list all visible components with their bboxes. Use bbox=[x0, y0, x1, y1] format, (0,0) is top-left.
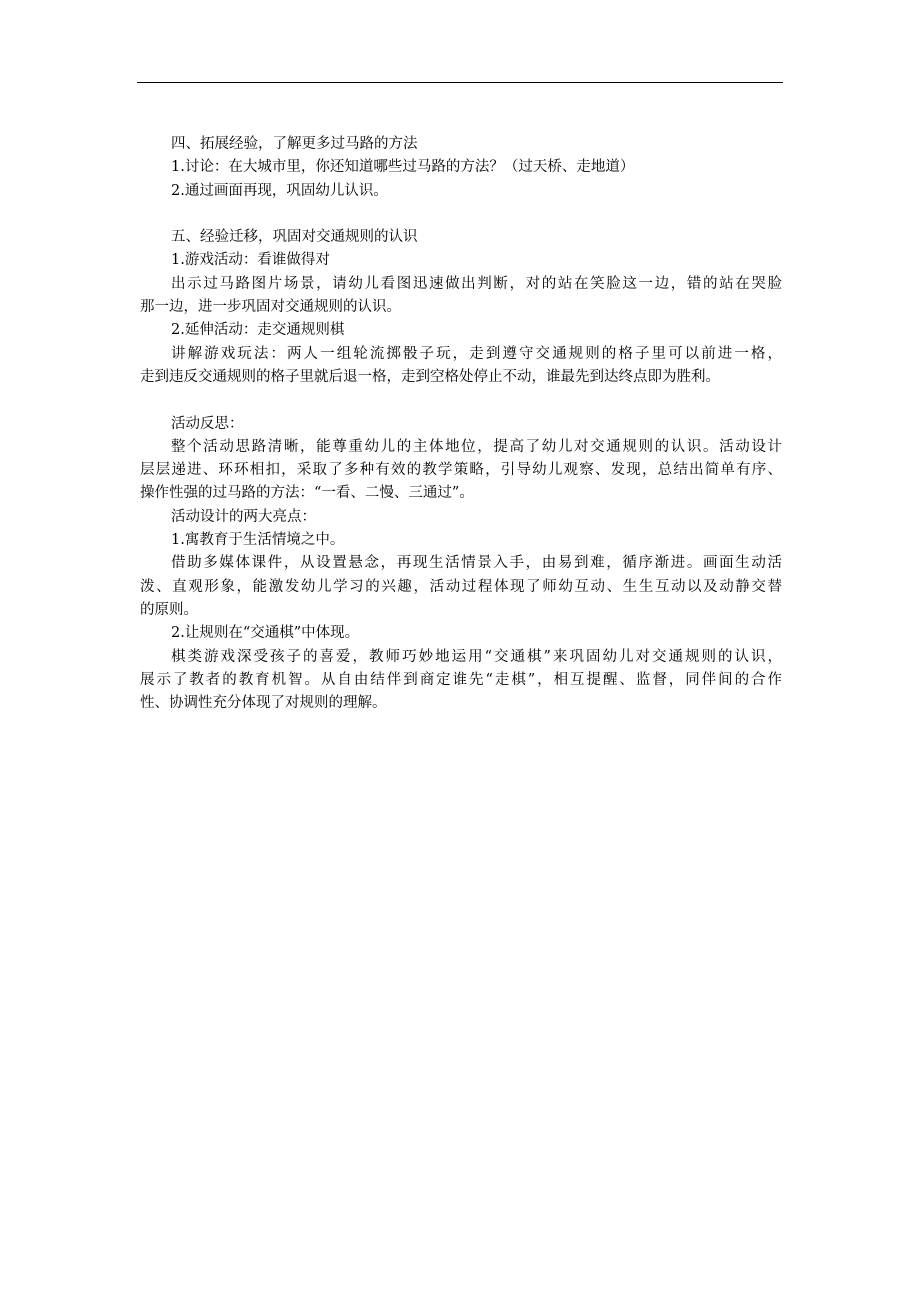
list-item: 2.通过画面再现，巩固幼儿认识。 bbox=[171, 182, 388, 199]
list-item: 2.延伸活动：走交通规则棋 bbox=[171, 322, 345, 339]
paragraph-line: 的原则。 bbox=[140, 601, 198, 618]
paragraph-line: 操作性强的过马路的方法：“一看、二慢、三通过”。 bbox=[140, 485, 474, 502]
paragraph-line: 层层递进、环环相扣，采取了多种有效的教学策略，引导幼儿观察、发现，总结出简单有序、 bbox=[140, 462, 782, 479]
list-item: 1.游戏活动：看谁做得对 bbox=[171, 252, 330, 269]
paragraph-line: 展示了教者的教育机智。从自由结伴到商定谁先“走棋”，相互提醒、监督，同伴间的合作 bbox=[140, 671, 782, 688]
list-item: 1.讨论：在大城市里，你还知道哪些过马路的方法？（过天桥、走地道） bbox=[171, 159, 635, 176]
paragraph-line: 棋类游戏深受孩子的喜爱，教师巧妙地运用“交通棋”来巩固幼儿对交通规则的认识， bbox=[171, 648, 782, 665]
paragraph-line: 那一边，进一步巩固对交通规则的认识。 bbox=[140, 299, 401, 316]
paragraph-line: 走到违反交通规则的格子里就后退一格，走到空格处停止不动，谁最先到达终点即为胜利。 bbox=[140, 368, 720, 385]
subsection-heading: 活动设计的两大亮点： bbox=[171, 508, 316, 525]
header-rule bbox=[137, 82, 783, 83]
list-item: 2.让规则在“交通棋”中体现。 bbox=[171, 625, 360, 642]
section-heading: 四、拓展经验，了解更多过马路的方法 bbox=[171, 136, 418, 152]
paragraph-line: 性、协调性充分体现了对规则的理解。 bbox=[140, 695, 387, 712]
paragraph-line: 泼、直观形象，能激发幼儿学习的兴趣，活动过程体现了师幼互动、生生互动以及动静交替 bbox=[140, 578, 782, 595]
list-item: 1.寓教育于生活情境之中。 bbox=[171, 532, 345, 549]
document-body bbox=[140, 133, 782, 715]
paragraph-line: 讲解游戏玩法：两人一组轮流掷骰子玩，走到遵守交通规则的格子里可以前进一格， bbox=[171, 345, 782, 362]
paragraph-line: 出示过马路图片场景，请幼儿看图迅速做出判断，对的站在笑脸这一边，错的站在哭脸 bbox=[171, 275, 782, 292]
spacer bbox=[140, 203, 782, 226]
spacer bbox=[140, 389, 782, 412]
section-heading: 活动反思： bbox=[171, 415, 244, 432]
paragraph-line: 整个活动思路清晰，能尊重幼儿的主体地位，提高了幼儿对交通规则的认识。活动设计 bbox=[171, 438, 782, 455]
section-heading: 五、经验迁移，巩固对交通规则的认识 bbox=[171, 229, 418, 246]
paragraph-line: 借助多媒体课件，从设置悬念，再现生活情景入手，由易到难，循序渐进。画面生动活 bbox=[171, 555, 782, 572]
